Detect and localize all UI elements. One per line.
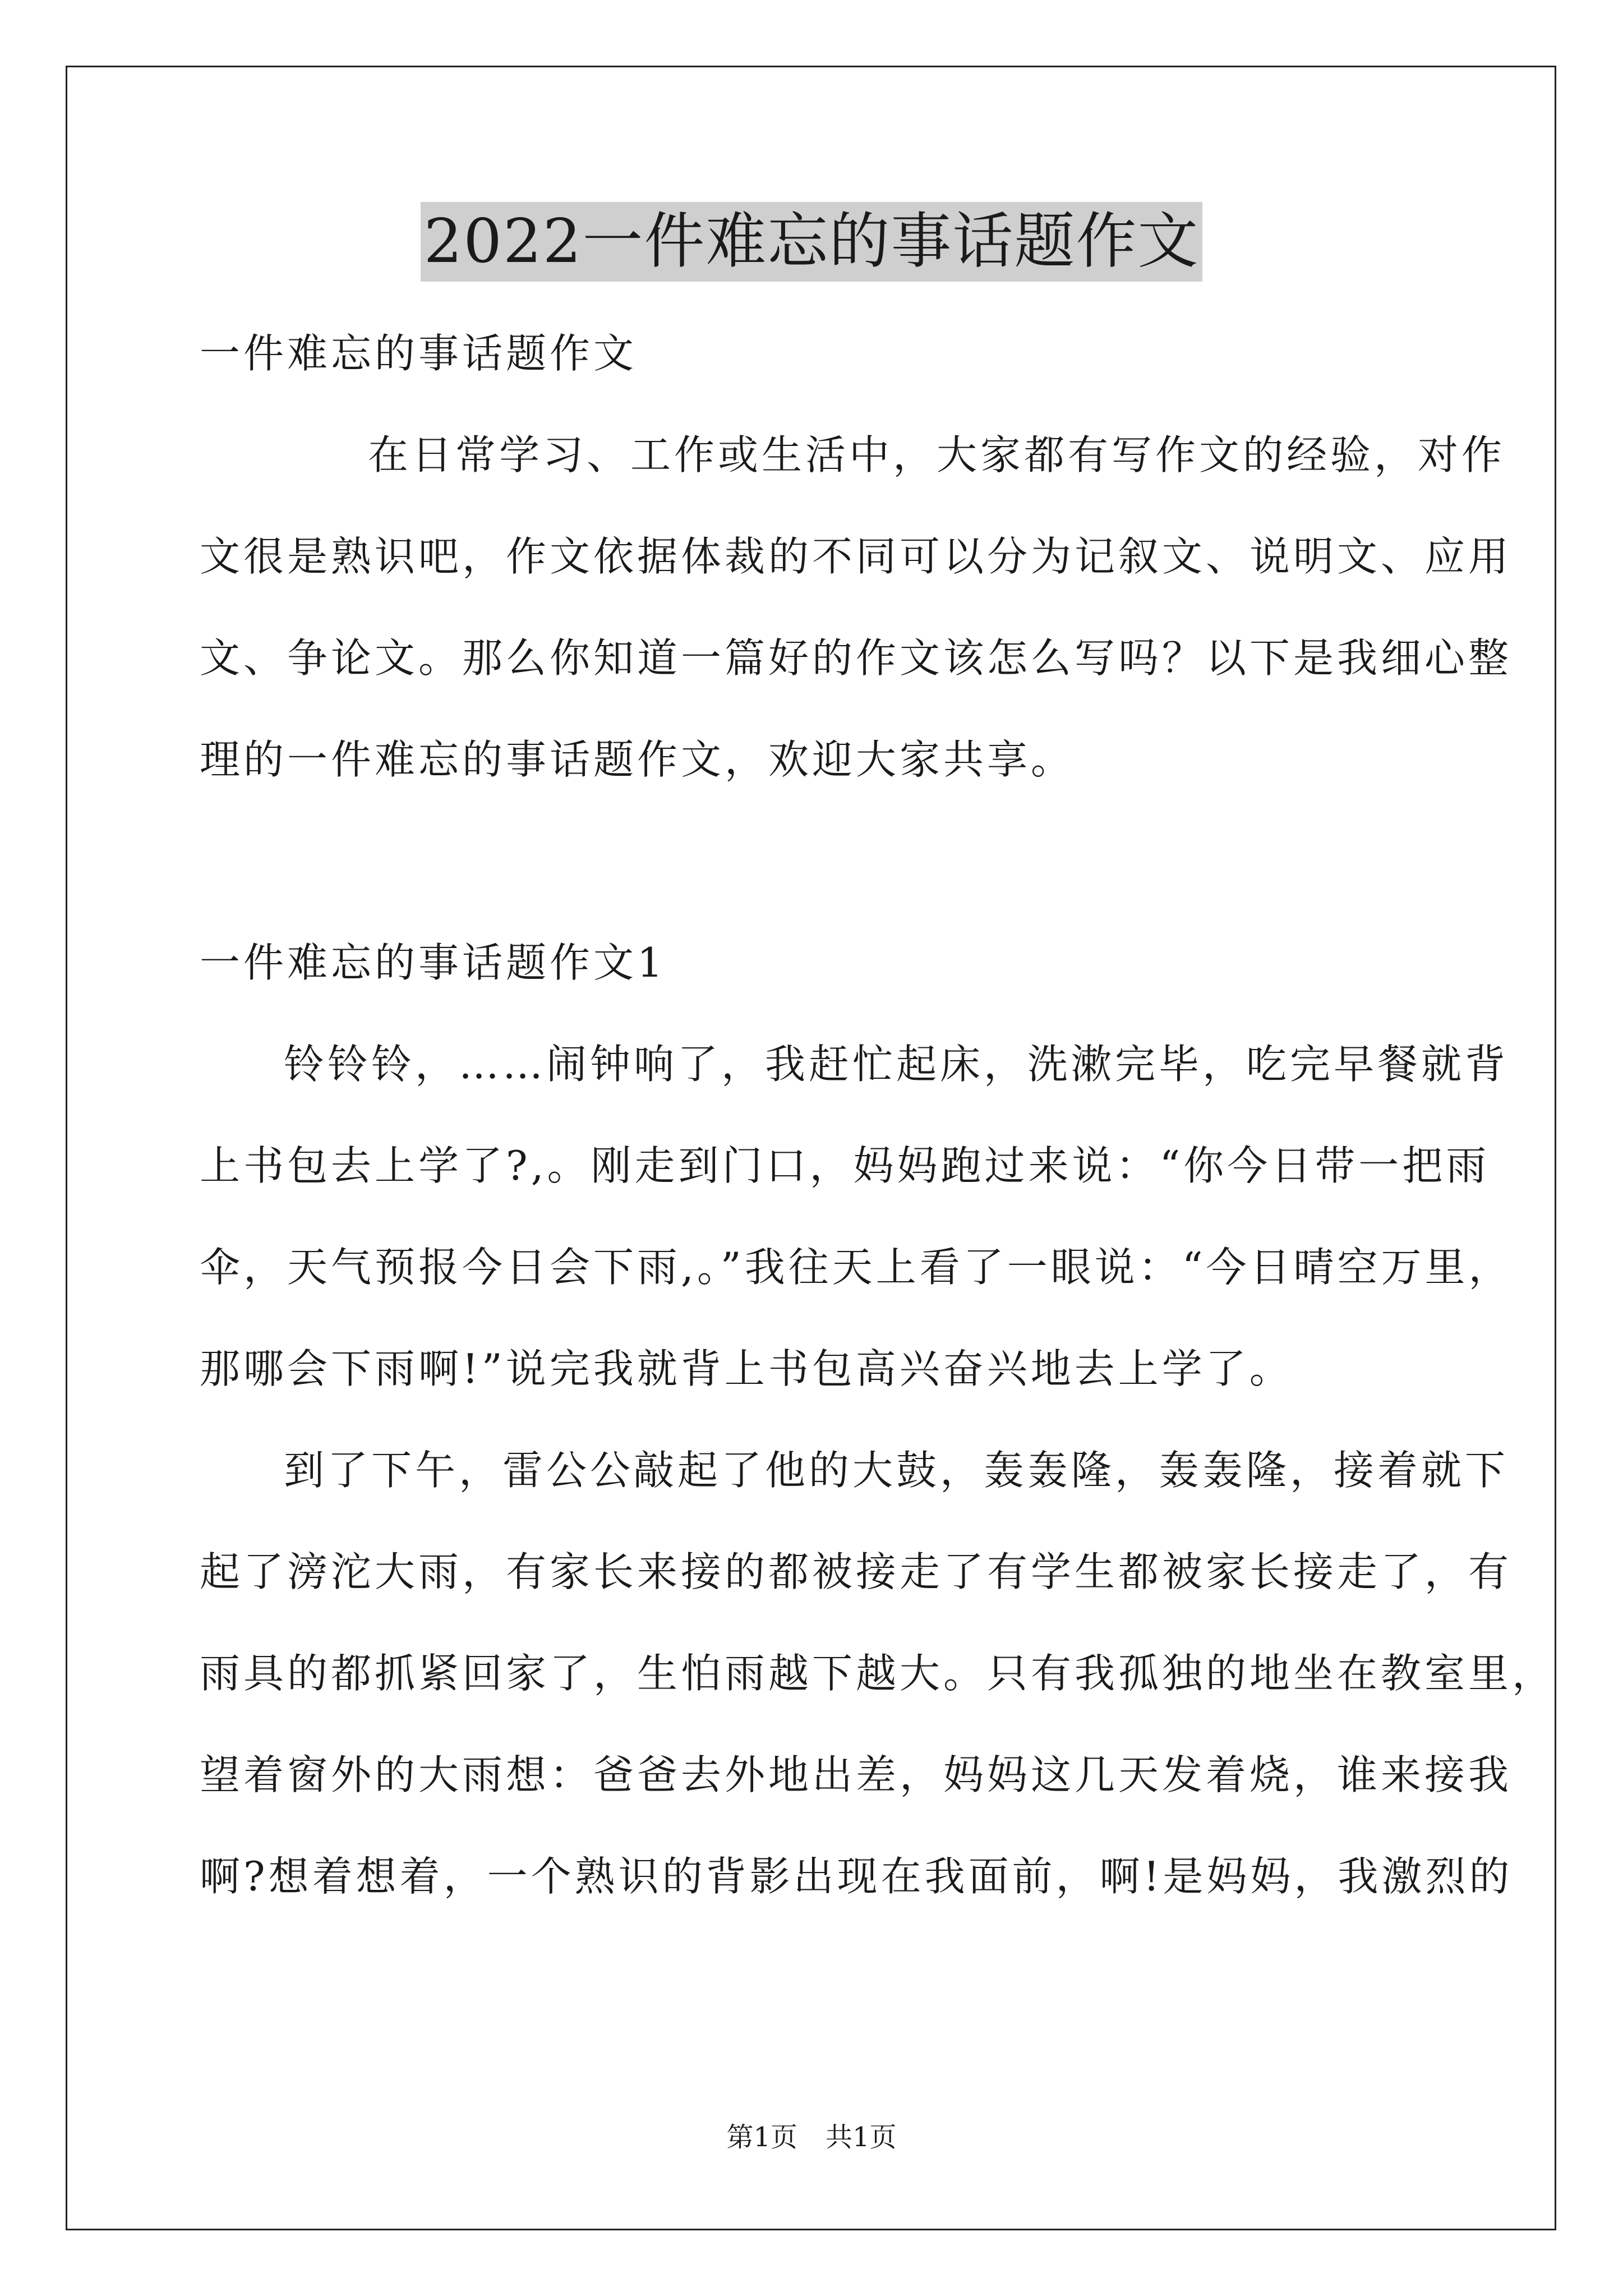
document-title: 2022一件难忘的事话题作文 [421, 202, 1203, 282]
paragraph-line: 那哪会下雨啊!”说完我就背上书包高兴奋兴地去上学了。 [200, 1345, 1293, 1392]
page-number: 第1页 [726, 2122, 797, 2153]
section-heading: 一件难忘的事话题作文1 [200, 939, 666, 986]
page-total: 共1页 [826, 2122, 897, 2153]
title-container [0, 202, 1623, 282]
paragraph-line: 在日常学习、工作或生活中，大家都有写作文的经验，对作 [368, 431, 1506, 478]
paragraph-line: 伞，天气预报今日会下雨,。”我往天上看了一眼说：“今日晴空万里， [200, 1244, 1513, 1291]
paragraph-line: 文、争论文。那么你知道一篇好的作文该怎么写吗？以下是我细心整 [200, 634, 1513, 682]
paragraph-line: 望着窗外的大雨想：爸爸去外地出差，妈妈这几天发着烧，谁来接我 [200, 1751, 1513, 1798]
paragraph-line: 铃铃铃，……闹钟响了，我赶忙起床，洗漱完毕，吃完早餐就背 [284, 1041, 1509, 1088]
spacer [200, 811, 1428, 912]
document-body [200, 303, 1556, 1927]
subtitle-heading: 一件难忘的事话题作文 [200, 330, 638, 377]
paragraph-line: 雨具的都抓紧回家了，生怕雨越下越大。只有我孤独的地坐在教室里， [200, 1650, 1556, 1697]
paragraph-line: 文很是熟识吧，作文依据体裁的不同可以分为记叙文、说明文、应用 [200, 533, 1513, 580]
paragraph-line: 上书包去上学了?,。刚走到门口，妈妈跑过来说：“你今日带一把雨 [200, 1142, 1490, 1189]
paragraph-line: 理的一件难忘的事话题作文，欢迎大家共享。 [200, 736, 1075, 783]
paragraph-line: 起了滂沱大雨，有家长来接的都被接走了有学生都被家长接走了，有 [200, 1548, 1513, 1595]
paragraph-line: 到了下午，雷公公敲起了他的大鼓，轰轰隆，轰轰隆，接着就下 [284, 1447, 1509, 1494]
paragraph-line: 啊?想着想着，一个熟识的背影出现在我面前，啊!是妈妈，我激烈的 [200, 1853, 1513, 1900]
page-footer [0, 2120, 1623, 2154]
